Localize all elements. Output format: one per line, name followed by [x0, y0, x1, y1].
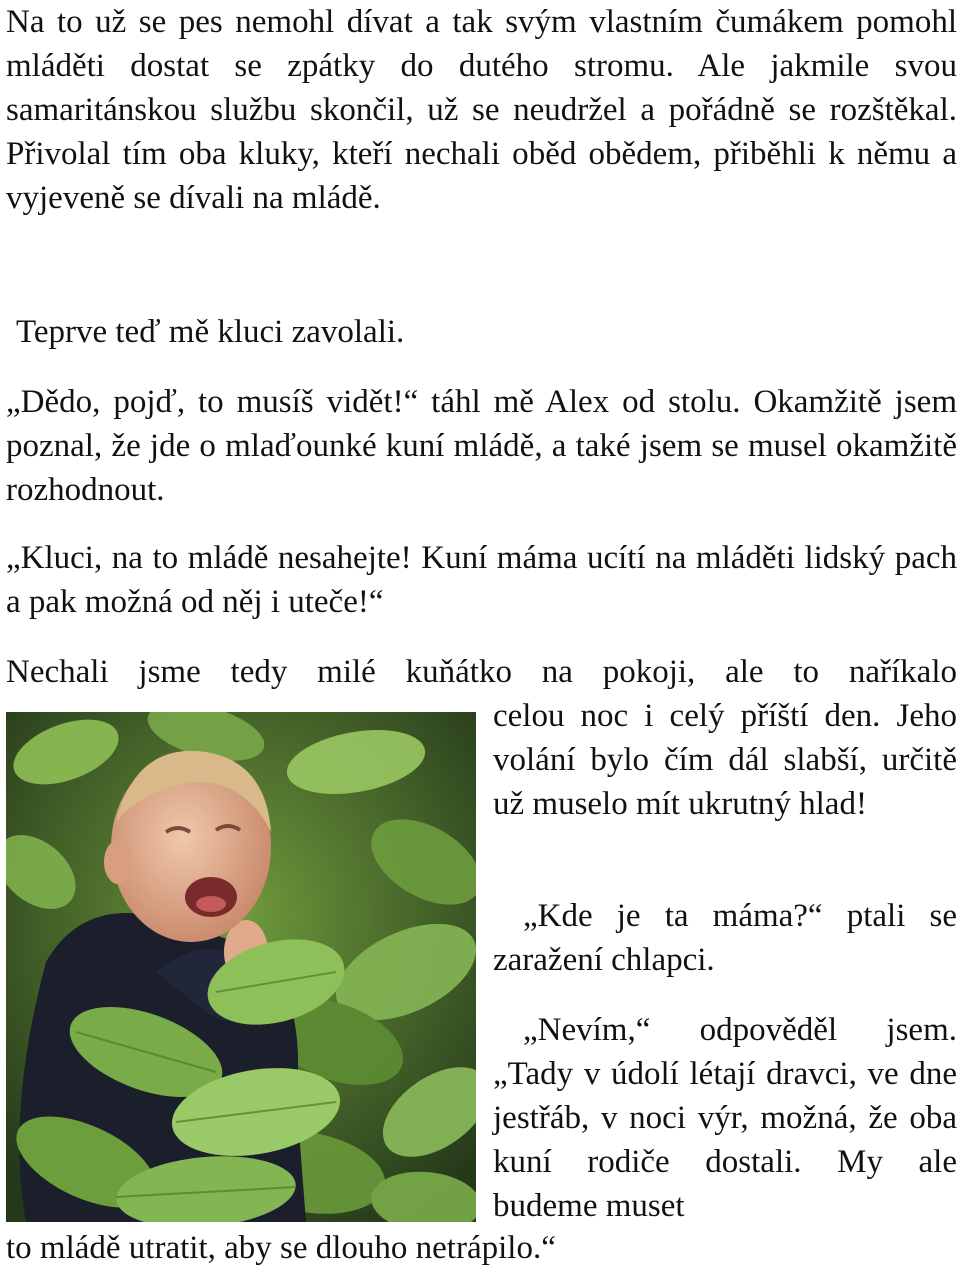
paragraph-left-alone: Nechali jsme tedy milé kuňátko na pokoji, ale to naříkalo	[6, 654, 957, 690]
paragraph-night-crying: celou noc i celý příští den. Jeho volání bylo čím dál slabší, určitě už muselo mít ukrutný hlad!	[493, 698, 957, 822]
paragraph-last-line: to mládě utratit, aby se dlouho netrápilo.“	[6, 1230, 556, 1266]
paragraph-dont-touch: „Kluci, na to mládě nesahejte! Kuní máma ucítí na mláděti lidský pach a pak možná od něj i uteče!“	[6, 540, 957, 620]
paragraph-where-is-mom: „Kde je ta máma?“ ptali se zaražení chlapci.	[493, 898, 957, 978]
paragraph-boys-called: Teprve teď mě kluci zavolali.	[16, 314, 405, 350]
crying-boy-photo	[6, 712, 476, 1222]
photo-illustration	[6, 712, 476, 1222]
paragraph-dog-helps: Na to už se pes nemohl dívat a tak svým vlastním čumákem pomohl mláděti dostat se zpátky do dutého stromu. Ale jakmile svou samaritánskou službu skončil, už se neudržel a pořádně se rozštěkal. Přivolal tím oba kluky, kteří nechali oběd obědem, přiběhli k němu a vyjeveně se dívali na mládě.	[6, 4, 957, 216]
paragraph-grandpa-come: „Dědo, pojď, to musíš vidět!“ táhl mě Alex od stolu. Okamžitě jsem poznal, že jde o mlaďounké kuní mládě, a také jsem se musel okamžitě rozhodnout.	[6, 384, 957, 508]
paragraph-i-dont-know: „Nevím,“ odpověděl jsem. „Tady v údolí létají dravci, ve dne jestřáb, v noci výr, možná, že oba kuní rodiče dostali. My ale budeme muset	[493, 1012, 957, 1224]
